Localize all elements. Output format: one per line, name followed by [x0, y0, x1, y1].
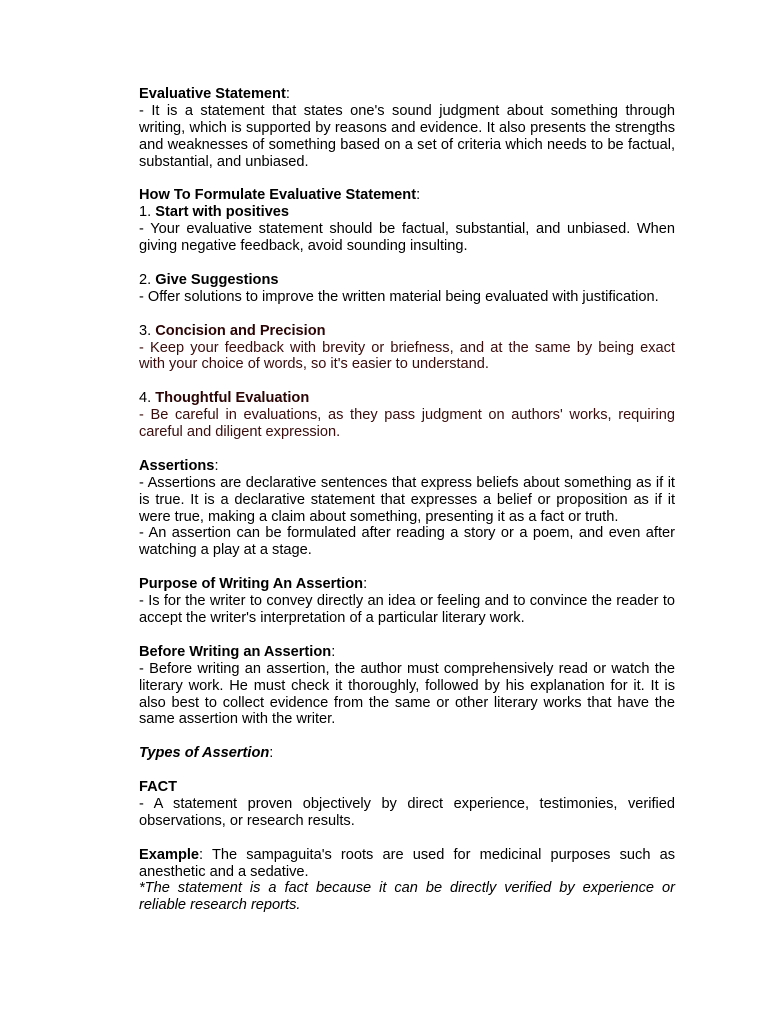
assertions-heading-line: [139, 458, 675, 475]
fact-heading-line: [139, 779, 675, 796]
evaluative-heading-line: [139, 86, 675, 103]
purpose-body: - Is for the writer to convey directly an idea or feeling and to convince the reader to accept the writer's interpretation of a particular literary work.: [139, 593, 675, 626]
evaluative-heading: Evaluative Statement: [139, 86, 286, 102]
step-4-body: - Be careful in evaluations, as they pass judgment on authors' works, requiring careful and diligent expression.: [139, 407, 675, 441]
step-number: 4.: [139, 390, 156, 407]
step-4-title: [139, 390, 675, 407]
colon: :: [269, 745, 274, 762]
assertions-body-1: - Assertions are declarative sentences that express beliefs about something as if it is true. It is a declarative statement that expresses a belief or proposition as if it were true, making a claim about something, presenting it as a fact or truth.: [139, 474, 675, 525]
purpose-heading-line: [139, 576, 675, 593]
evaluative-body: - It is a statement that states one's sound judgment about something through writing, which is supported by reasons and evidence. It also presents the strengths and weaknesses of something based on a set of criteria which needs to be factual, substantial, and unbiased.: [139, 102, 675, 170]
step-number: 2.: [139, 271, 156, 288]
step-3-body: - Keep your feedback with brevity or briefness, and at the same by being exact with your choice of words, so it's easier to understand.: [139, 339, 675, 373]
step-1-body: - Your evaluative statement should be factual, substantial, and unbiased. When giving negative feedback, avoid sounding insulting.: [139, 221, 675, 255]
assertions-body-2: - An assertion can be formulated after reading a story or a poem, and even after watching a play at a stage.: [139, 525, 675, 559]
step-2-body: - Offer solutions to improve the written material being evaluated with justification.: [139, 288, 659, 305]
colon: :: [331, 643, 336, 660]
step-title: Concision and Precision: [155, 322, 326, 339]
colon: :: [214, 457, 219, 474]
colon: :: [416, 187, 421, 204]
step-2-title: [139, 272, 675, 289]
example-text: : The sampaguita's roots are used for medicinal purposes such as anesthetic and a sedative.: [139, 846, 675, 880]
step-title: Thoughtful Evaluation: [155, 390, 310, 407]
how-to-heading-line: [139, 187, 675, 204]
step-title: Start with positives: [155, 204, 290, 221]
colon: :: [363, 576, 368, 593]
assertions-heading: Assertions: [139, 457, 215, 474]
before-body: - Before writing an assertion, the author must comprehensively read or watch the literary work. He must check it thoroughly, followed by his explanation for it. It is also best to collect evidence from the same or other literary works that have the same assertion with the writer.: [139, 660, 675, 728]
colon: :: [285, 86, 290, 102]
how-to-heading: How To Formulate Evaluative Statement: [139, 187, 417, 204]
before-heading: Before Writing an Assertion: [139, 643, 332, 660]
example-label: Example: [139, 846, 200, 863]
step-1-title: [139, 204, 675, 221]
step-number: 3.: [139, 322, 156, 339]
step-title: Give Suggestions: [155, 271, 279, 288]
fact-note-text: *The statement is a fact because it can be directly verified by experience or reliable research reports.: [139, 880, 675, 914]
fact-heading: FACT: [139, 779, 178, 796]
types-heading: Types of Assertion: [139, 745, 270, 762]
purpose-heading: Purpose of Writing An Assertion: [139, 576, 364, 593]
fact-note: [139, 880, 675, 914]
document-page: [139, 86, 675, 914]
step-number: 1.: [139, 204, 156, 221]
types-heading-line: [139, 745, 675, 762]
before-heading-line: [139, 644, 675, 661]
step-3-title: [139, 323, 675, 340]
fact-body: - A statement proven objectively by direct experience, testimonies, verified observations, or research results.: [139, 795, 675, 829]
fact-example: [139, 847, 675, 881]
